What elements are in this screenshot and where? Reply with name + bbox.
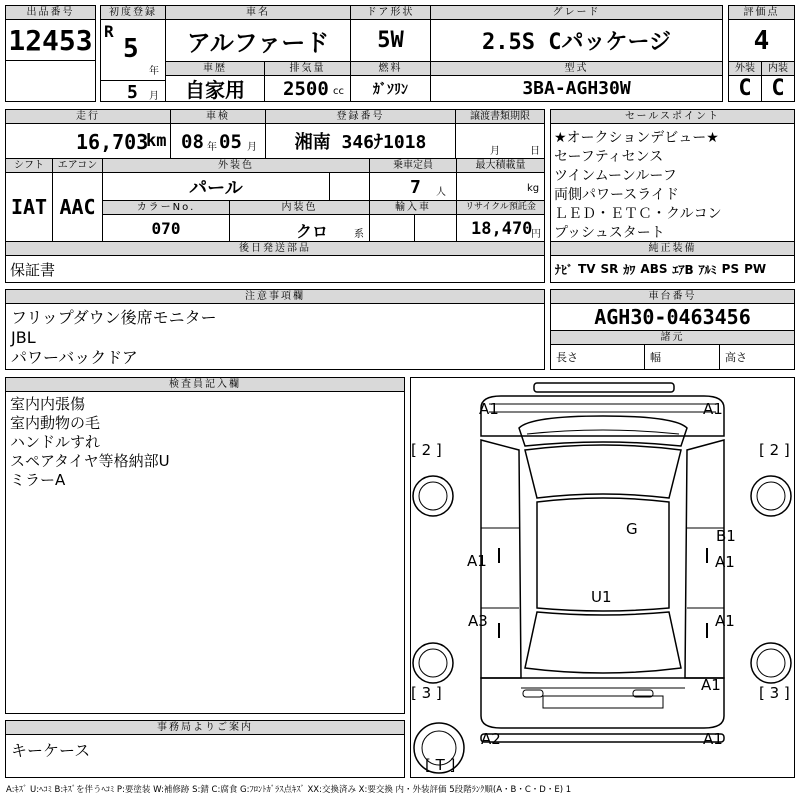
sales-line: 両側パワースライド xyxy=(554,187,679,203)
mileage-unit: km xyxy=(146,131,167,151)
rear-plate xyxy=(543,696,663,708)
load-unit: kg xyxy=(527,183,540,194)
inspect-year: 08 xyxy=(181,131,204,153)
reg-month-box xyxy=(100,80,166,102)
year-unit: 年 xyxy=(149,66,159,77)
int-label: 内装 xyxy=(761,61,795,76)
inspector-label: 検査員記入欄 xyxy=(5,377,405,392)
sales-line: ツインムーンルーフ xyxy=(554,168,677,184)
interior-color: クロ xyxy=(296,222,329,241)
equip-item: ｱﾙﾐ xyxy=(698,262,717,277)
regno-label: 登録番号 xyxy=(265,109,456,124)
windshield xyxy=(525,445,681,498)
damage-mark: A3 xyxy=(468,612,488,630)
transfer-box xyxy=(455,123,545,159)
int-grade: C xyxy=(761,75,795,102)
disp-box xyxy=(264,75,351,102)
shift: IAT xyxy=(5,172,53,242)
capacity: 7 xyxy=(410,177,421,198)
note-line: JBL xyxy=(11,328,36,347)
intcolor-box xyxy=(229,214,370,242)
body-color: パール xyxy=(102,172,330,201)
displacement: 2500 xyxy=(283,78,329,100)
notes-label: 注意事項欄 xyxy=(5,289,545,304)
inspector-line: 室内動物の毛 xyxy=(10,414,101,432)
reg-month: 5 xyxy=(127,82,138,103)
note-line: パワーバックドア xyxy=(11,348,138,367)
equip-list xyxy=(550,255,795,283)
fuel-label: 燃料 xyxy=(350,61,431,76)
damage-mark: [ 3 ] xyxy=(759,684,790,702)
load-box xyxy=(456,172,545,201)
damage-mark: [ T ] xyxy=(425,756,456,774)
damage-diagram xyxy=(410,377,795,778)
damage-mark: [ 2 ] xyxy=(759,441,790,459)
car-name-label: 車名 xyxy=(165,5,351,20)
transfer-month-unit: 月 xyxy=(490,146,500,157)
inspect-month-unit: 月 xyxy=(247,142,257,153)
damage-mark: A1 xyxy=(715,612,735,630)
damage-mark: B1 xyxy=(716,527,736,545)
later-parts: 保証書 xyxy=(5,255,545,283)
later-label: 後日発送部品 xyxy=(5,241,545,256)
height-label: 高さ xyxy=(719,344,795,370)
rear-lamp-l xyxy=(523,690,543,697)
sales-line: プッシュスタート xyxy=(554,225,665,241)
hood xyxy=(519,416,687,446)
damage-mark: [ 2 ] xyxy=(411,441,442,459)
grade-label: グレード xyxy=(430,5,723,20)
intcolor-label: 内装色 xyxy=(229,200,370,215)
ext-grade: C xyxy=(728,75,762,102)
equip-item: ｴｱB xyxy=(672,262,694,277)
equip-label: 純正装備 xyxy=(550,241,795,256)
intcolor-unit: 系 xyxy=(354,229,364,240)
disp-unit: cc xyxy=(333,86,344,97)
fuel: ｶﾞｿﾘﾝ xyxy=(350,75,431,102)
front-bumper xyxy=(534,383,674,392)
inspector-line: 室内内張傷 xyxy=(10,395,86,413)
score-label: 評価点 xyxy=(728,5,795,20)
length-label: 長さ xyxy=(550,344,645,370)
capacity-unit: 人 xyxy=(436,187,446,198)
damage-mark: A1 xyxy=(703,730,723,748)
lot-label: 出品番号 xyxy=(5,5,96,20)
recycle-label: リサイクル預託金 xyxy=(456,200,545,215)
history: 自家用 xyxy=(165,75,265,102)
reg-label: 初度登録 xyxy=(100,5,166,20)
damage-mark: A1 xyxy=(479,400,499,418)
import-box xyxy=(369,214,457,242)
transfer-label: 譲渡書類期限 xyxy=(455,109,545,124)
sales-line: ＬＥＤ・ＥＴＣ・クルコン xyxy=(554,206,722,222)
color-label: 外装色 xyxy=(102,158,370,173)
damage-mark: U1 xyxy=(591,588,612,606)
sales-line: セーフティセンス xyxy=(554,149,664,165)
reg-number: 湘南 346ﾅ1018 xyxy=(265,123,456,159)
model-code: 3BA-AGH30W xyxy=(430,75,723,102)
month-unit: 月 xyxy=(149,91,159,102)
damage-mark: A1 xyxy=(701,676,721,694)
office-label: 事務局よりご案内 xyxy=(5,720,405,735)
note-line: フリップダウン後席モニター xyxy=(11,308,217,327)
mileage-box xyxy=(5,123,171,159)
model-label: 型式 xyxy=(430,61,723,76)
left-side xyxy=(481,440,521,678)
office-text: キーケース xyxy=(5,734,405,778)
score: 4 xyxy=(728,19,795,62)
equip-item: PW xyxy=(744,262,767,276)
history-label: 車歴 xyxy=(165,61,265,76)
damage-mark: A1 xyxy=(703,400,723,418)
equip-item: ABS xyxy=(640,262,668,276)
import-divider xyxy=(414,215,415,241)
width-label: 幅 xyxy=(644,344,720,370)
reg-year-box xyxy=(100,19,166,81)
wheel-rr-inner xyxy=(757,649,785,677)
inspect-label: 車検 xyxy=(170,109,266,124)
damage-mark: G xyxy=(626,520,638,538)
sales-points xyxy=(550,123,795,242)
inspector-box xyxy=(5,391,405,714)
inspector-line: スペアタイヤ等格納部U xyxy=(10,452,170,470)
ext-label: 外装 xyxy=(728,61,762,76)
legend: A:ｷｽﾞ U:ﾍｺﾐ B:ｷｽﾞを伴うﾍｺﾐ P:要塗装 W:補修跡 S:錆 C:腐食 G:ﾌﾛﾝﾄｶﾞﾗｽ点ｷｽﾞ XX:交換済み X:要交換 内・外装評価 5段階ﾗﾝｸ順(A・B・C・D・E) 1 xyxy=(6,785,572,795)
inspector-line: ミラーA xyxy=(10,471,66,489)
sales-label: セールスポイント xyxy=(550,109,795,124)
equip-item: PS xyxy=(721,262,740,276)
inspect-box xyxy=(170,123,266,159)
inspect-year-unit: 年 xyxy=(207,142,217,153)
door-type: 5W xyxy=(350,19,431,62)
recycle-fee: 18,470 xyxy=(471,219,533,239)
rear-body xyxy=(481,678,724,728)
damage-mark: A2 xyxy=(481,730,501,748)
color-number: 070 xyxy=(102,214,230,242)
capacity-label: 乗車定員 xyxy=(369,158,457,173)
wheel-fl-inner xyxy=(419,482,447,510)
chassis-label: 車台番号 xyxy=(550,289,795,304)
grade: 2.5S Cパッケージ xyxy=(430,19,723,62)
reg-year: 5 xyxy=(123,34,139,64)
damage-mark: [ 3 ] xyxy=(411,684,442,702)
car-diagram-svg xyxy=(411,378,794,777)
equip-item: ｶﾜ xyxy=(623,262,636,277)
era: R xyxy=(104,22,114,41)
recycle-box xyxy=(456,214,545,242)
chassis-number: AGH30-0463456 xyxy=(550,303,795,331)
inspect-month: 05 xyxy=(219,131,242,153)
lot-number: 12453 xyxy=(5,19,96,61)
import-label: 輸入車 xyxy=(369,200,457,215)
door-label: ドア形状 xyxy=(350,5,431,20)
damage-mark: A1 xyxy=(467,552,487,570)
equip-item: ﾅﾋﾞ xyxy=(555,262,574,277)
damage-mark: A1 xyxy=(715,553,735,571)
mileage: 16,703 xyxy=(76,130,149,154)
transfer-day-unit: 日 xyxy=(530,146,540,157)
recycle-unit: 円 xyxy=(531,229,541,240)
load-label: 最大積載量 xyxy=(456,158,545,173)
lot-blank xyxy=(5,60,96,102)
rear-bumper xyxy=(481,734,724,742)
colorno-label: カラーNo. xyxy=(102,200,230,215)
inspector-line: ハンドルすれ xyxy=(10,433,101,451)
notes-box xyxy=(5,303,545,370)
ac-label: エアコン xyxy=(52,158,103,173)
aircon: AAC xyxy=(52,172,103,242)
shift-label: シフト xyxy=(5,158,53,173)
mileage-label: 走行 xyxy=(5,109,171,124)
car-name: アルファード xyxy=(165,19,351,62)
spec-label: 諸元 xyxy=(550,330,795,345)
capacity-box xyxy=(369,172,457,201)
equip-item: TV xyxy=(578,262,596,276)
wheel-rl-inner xyxy=(419,649,447,677)
equip-item: SR xyxy=(600,262,619,276)
rear-window xyxy=(525,612,681,673)
disp-label: 排気量 xyxy=(264,61,351,76)
color-extra xyxy=(329,172,370,201)
wheel-fr-inner xyxy=(757,482,785,510)
sales-line: ★オークションデビュー★ xyxy=(554,130,719,146)
